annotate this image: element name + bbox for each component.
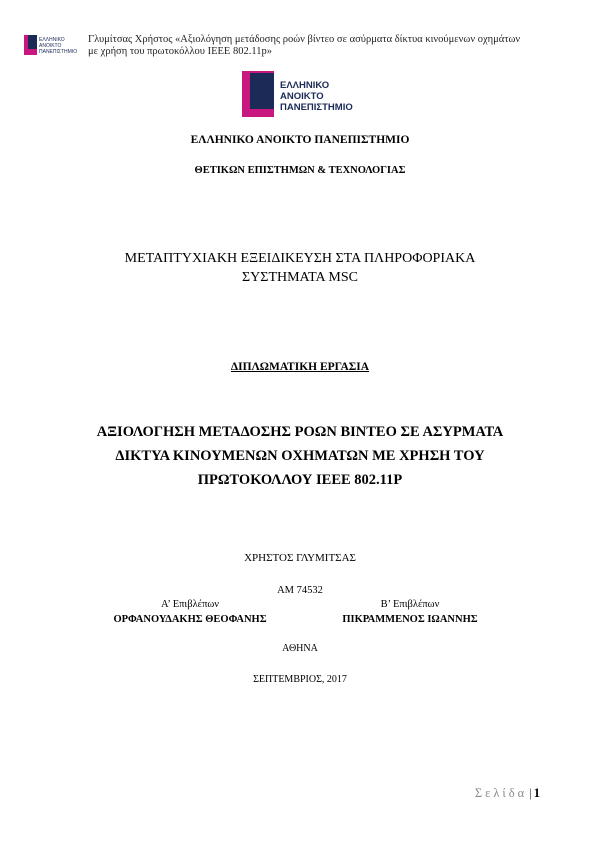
page-footer xyxy=(430,786,540,801)
submission-date: ΣΕΠΤΕΜΒΡΙΟΣ, 2017 xyxy=(253,674,347,685)
logo-line-2: ΑΝΟΙΚΤΟ xyxy=(280,91,324,102)
supervisor-a-name: ΟΡΦΑΝΟΥΔΑΚΗΣ ΘΕΟΦΑΝΗΣ xyxy=(113,614,267,625)
running-header-title: Γλυμίτσας Χρήστος «Αξιολόγηση μετάδοσης ροών βίντεο σε ασύρματα δίκτυα κινούμενων οχημάτων με χρήση του πρωτοκόλλου IEEE 802.11p» xyxy=(88,34,521,57)
document-type xyxy=(40,361,560,373)
header-logo-line-2: ΑΝΟΙΚΤΟ xyxy=(39,43,62,49)
document-type-label: ΔΙΠΛΩΜΑΤΙΚΗ ΕΡΓΑΣΙΑ xyxy=(230,361,370,373)
program-line-2: ΣΥΣΤΗΜΑΤΑ MSC xyxy=(242,270,358,285)
thesis-title-line-3: ΠΡΩΤΟΚΟΛΛΟΥ IEEE 802.11P xyxy=(197,472,403,488)
supervisor-b-label: Β’ Επιβλέπων xyxy=(380,599,440,610)
supervisor-b-name: ΠΙΚΡΑΜΜΕΝΟΣ ΙΩΑΝΝΗΣ xyxy=(342,614,478,625)
page-number: 1 xyxy=(533,786,540,800)
university-logo xyxy=(240,69,362,119)
university-name: ΕΛΛΗΝΙΚΟ ΑΝΟΙΚΤΟ ΠΑΝΕΠΙΣΤΗΜΙΟ xyxy=(190,134,410,146)
faculty-name: ΘΕΤΙΚΩΝ ΕΠΙΣΤΗΜΩΝ & ΤΕΧΝΟΛΟΓΙΑΣ xyxy=(194,165,406,176)
thesis-title-line-2: ΔΙΚΤΥΑ ΚΙΝΟΥΜΕΝΩΝ ΟΧΗΜΑΤΩΝ ΜΕ ΧΡΗΣΗ ΤΟΥ xyxy=(115,448,485,464)
header-logo-line-3: ΠΑΝΕΠΙΣΤΗΜΙΟ xyxy=(39,49,78,55)
thesis-title-line-1: ΑΞΙΟΛΟΓΗΣΗ ΜΕΤΑΔΟΣΗΣ ΡΟΩΝ ΒΙΝΤΕΟ ΣΕ ΑΣΥΡΜΑΤΑ xyxy=(96,424,504,440)
page-separator: | xyxy=(529,786,532,800)
program-name xyxy=(40,249,560,287)
header-logo-line-1: ΕΛΛΗΝΙΚΟ xyxy=(39,37,65,43)
city: ΑΘΗΝΑ xyxy=(282,643,318,654)
author-name: ΧΡΗΣΤΟΣ ΓΛΥΜΙΤΣΑΣ xyxy=(244,552,356,564)
supervisor-a-label: Α’ Επιβλέπων xyxy=(160,599,220,610)
logo-line-3: ΠΑΝΕΠΙΣΤΗΜΙΟ xyxy=(280,102,353,113)
program-line-1: ΜΕΤΑΠΤΥΧΙΑΚΗ ΕΞΕΙΔΙΚΕΥΣΗ ΣΤΑ ΠΛΗΡΟΦΟΡΙΑΚΑ xyxy=(124,251,476,266)
page-label: Σελίδα xyxy=(474,786,528,800)
university-logo-small xyxy=(24,34,80,56)
student-id: ΑΜ 74532 xyxy=(277,585,323,596)
logo-line-1: ΕΛΛΗΝΙΚΟ xyxy=(280,80,330,91)
thesis-title xyxy=(60,420,540,492)
